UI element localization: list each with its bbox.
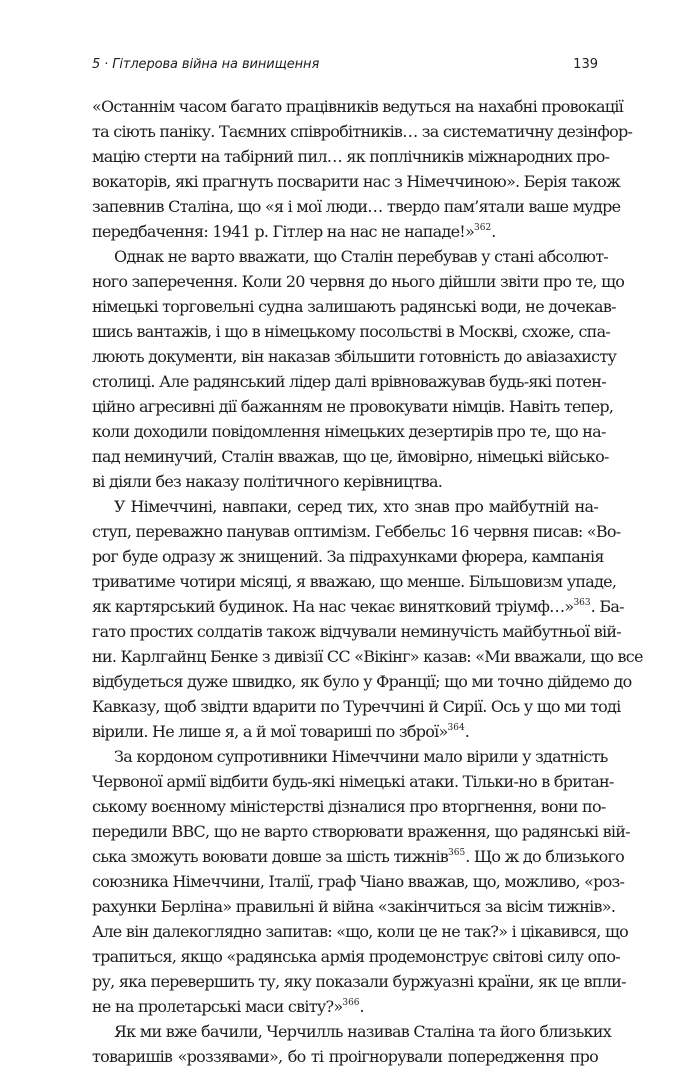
text-line xyxy=(92,819,630,844)
text-line xyxy=(92,519,621,544)
line-text-after-ref: . Що ж до близького xyxy=(465,847,625,866)
footnote-ref: 366 xyxy=(342,998,360,1008)
line-text-after-ref: . xyxy=(359,997,364,1016)
line-text-after-ref: . xyxy=(464,722,470,741)
heading-separator: · xyxy=(104,57,109,72)
line-text: Червоної армії відбити будь-які німецькі атаки. Тільки-но в британ- xyxy=(92,772,614,791)
line-text: коли доходили повідомлення німецьких дезертирів про те, що на- xyxy=(92,422,606,441)
text-line xyxy=(92,744,608,769)
footnote-ref: 365 xyxy=(448,848,466,858)
text-line xyxy=(92,719,598,744)
chapter-title: Гітлерова війна на винищення xyxy=(112,57,320,72)
line-text: шись вантажів, і що в німецькому посольстві в Москві, схоже, спа- xyxy=(92,322,611,341)
paragraph xyxy=(92,744,630,1019)
line-text: як картярський будинок. На нас чекає винятковий тріумф…» xyxy=(92,597,574,616)
running-head xyxy=(92,57,598,79)
text-line xyxy=(92,119,633,144)
line-text: та сіють паніку. Таємних співробітників… за систематичну дезінфор- xyxy=(92,122,633,141)
line-text: ступ, переважно панував оптимізм. Геббельс 16 червня писав: «Во- xyxy=(92,522,621,541)
text-line xyxy=(92,394,614,419)
paragraph xyxy=(92,94,633,244)
line-text: люють документи, він наказав збільшити готовність до авіазахисту xyxy=(92,347,617,366)
line-text: Кавказу, щоб звідти вдарити по Туреччині й Сирії. Ось у що ми тоді xyxy=(92,697,621,716)
text-line xyxy=(92,169,620,194)
line-text: передили ВВС, що не варто створювати враження, що радянські вій- xyxy=(92,822,630,841)
line-text: триватиме чотири місяці, я вважаю, що менше. Більшовизм упаде, xyxy=(92,572,617,591)
line-text: товаришів «роззявами», бо ті проігнорували попередження про xyxy=(92,1047,598,1066)
text-line xyxy=(92,569,617,594)
text-line xyxy=(92,494,598,519)
text-line xyxy=(92,219,598,244)
line-text: гато простих солдатів також відчували неминучість майбутньої вій- xyxy=(92,622,621,641)
line-text: ного заперечення. Коли 20 червня до нього дійшли звіти про те, що xyxy=(92,272,625,291)
line-text: рог буде одразу ж знищений. За підрахунками фюрера, кампанія xyxy=(92,547,604,566)
line-text: Однак не варто вважати, що Сталін перебував у стані абсолют- xyxy=(114,247,608,266)
footnote-ref: 364 xyxy=(447,723,465,733)
line-text-after-ref: . Ба- xyxy=(590,597,624,616)
text-line xyxy=(92,369,606,394)
paragraph xyxy=(92,1019,611,1069)
text-line xyxy=(92,769,614,794)
line-text-after-ref: . xyxy=(491,222,496,241)
line-text: мацію стерти на табірний пил… як поплічників міжнародних про- xyxy=(92,147,610,166)
line-text: пад неминучий, Сталін вважав, що це, ймовірно, німецькі військо- xyxy=(92,447,609,466)
line-text: рахунки Берліна» правильні й війна «закінчиться за вісім тижнів». xyxy=(92,897,616,916)
text-line xyxy=(92,944,620,969)
line-text: Але він далекоглядно запитав: «що, коли це не так?» і цікавився, що xyxy=(92,922,628,941)
text-line xyxy=(92,444,609,469)
paragraph xyxy=(92,244,625,494)
text-line xyxy=(92,1019,611,1044)
line-text: ська зможуть воювати довше за шість тижнів xyxy=(92,847,448,866)
line-text: ру, яка перевершить ту, яку показали буржуазні країни, як це впли- xyxy=(92,972,626,991)
text-line xyxy=(92,294,616,319)
text-line xyxy=(92,644,643,669)
chapter-heading xyxy=(92,57,319,72)
text-line xyxy=(92,269,625,294)
body-text xyxy=(92,94,643,1069)
line-text: ни. Карлгайнц Бенке з дивізії СС «Вікінг» казав: «Ми вважали, що все xyxy=(92,647,643,666)
text-line xyxy=(92,144,610,169)
line-text: не на пролетарські маси світу?» xyxy=(92,997,343,1016)
line-text: вірили. Не лише я, а й мої товариші по зброї» xyxy=(92,722,448,741)
text-line xyxy=(92,869,625,894)
text-line xyxy=(92,194,621,219)
text-line xyxy=(92,244,608,269)
line-text: «Останнім часом багато працівників ведуться на нахабні провокації xyxy=(92,97,624,116)
line-text: У Німеччині, навпаки, серед тих, хто знав про майбутній на- xyxy=(114,497,598,516)
paragraph xyxy=(92,494,643,744)
line-text: ційно агресивні дії бажанням не провокувати німців. Навіть тепер, xyxy=(92,397,614,416)
line-text: союзника Німеччини, Італії, граф Чіано вважав, що, можливо, «роз- xyxy=(92,872,625,891)
text-line xyxy=(92,969,626,994)
text-line xyxy=(92,94,624,119)
text-line xyxy=(92,1044,598,1069)
line-text: столиці. Але радянський лідер далі врівноважував будь-які потен- xyxy=(92,372,606,391)
text-line xyxy=(92,994,598,1019)
text-line xyxy=(92,794,606,819)
text-line xyxy=(92,544,604,569)
text-line xyxy=(92,619,621,644)
line-text: Як ми вже бачили, Черчилль називав Сталіна та його близьких xyxy=(114,1022,611,1041)
text-line xyxy=(92,844,625,869)
text-line xyxy=(92,594,624,619)
line-text: передбачення: 1941 р. Гітлер на нас не нападе!» xyxy=(92,222,475,241)
line-text: запевнив Сталіна, що «я і мої люди… твердо пам’ятали ваше мудре xyxy=(92,197,621,216)
line-text: трапиться, якщо «радянська армія продемонструє світові силу опо- xyxy=(92,947,620,966)
text-line xyxy=(92,319,611,344)
text-line xyxy=(92,344,617,369)
text-line xyxy=(92,669,632,694)
line-text: відбудеться дуже швидко, як було у Франції; що ми точно дійдемо до xyxy=(92,672,632,691)
page-number: 139 xyxy=(573,57,598,72)
text-line xyxy=(92,694,621,719)
footnote-ref: 363 xyxy=(573,598,591,608)
chapter-number: 5 xyxy=(92,57,101,72)
text-line xyxy=(92,469,598,494)
line-text: ві діяли без наказу політичного керівництва. xyxy=(92,472,443,491)
footnote-ref: 362 xyxy=(474,223,492,233)
text-line xyxy=(92,894,616,919)
text-line xyxy=(92,919,628,944)
line-text: ському воєнному міністерстві дізналися про вторгнення, вони по- xyxy=(92,797,606,816)
text-line xyxy=(92,419,606,444)
line-text: німецькі торговельні судна залишають радянські води, не дочекав- xyxy=(92,297,616,316)
line-text: За кордоном супротивники Німеччини мало вірили у здатність xyxy=(114,747,608,766)
line-text: вокаторів, які прагнуть посварити нас з Німеччиною». Берія також xyxy=(92,172,620,191)
